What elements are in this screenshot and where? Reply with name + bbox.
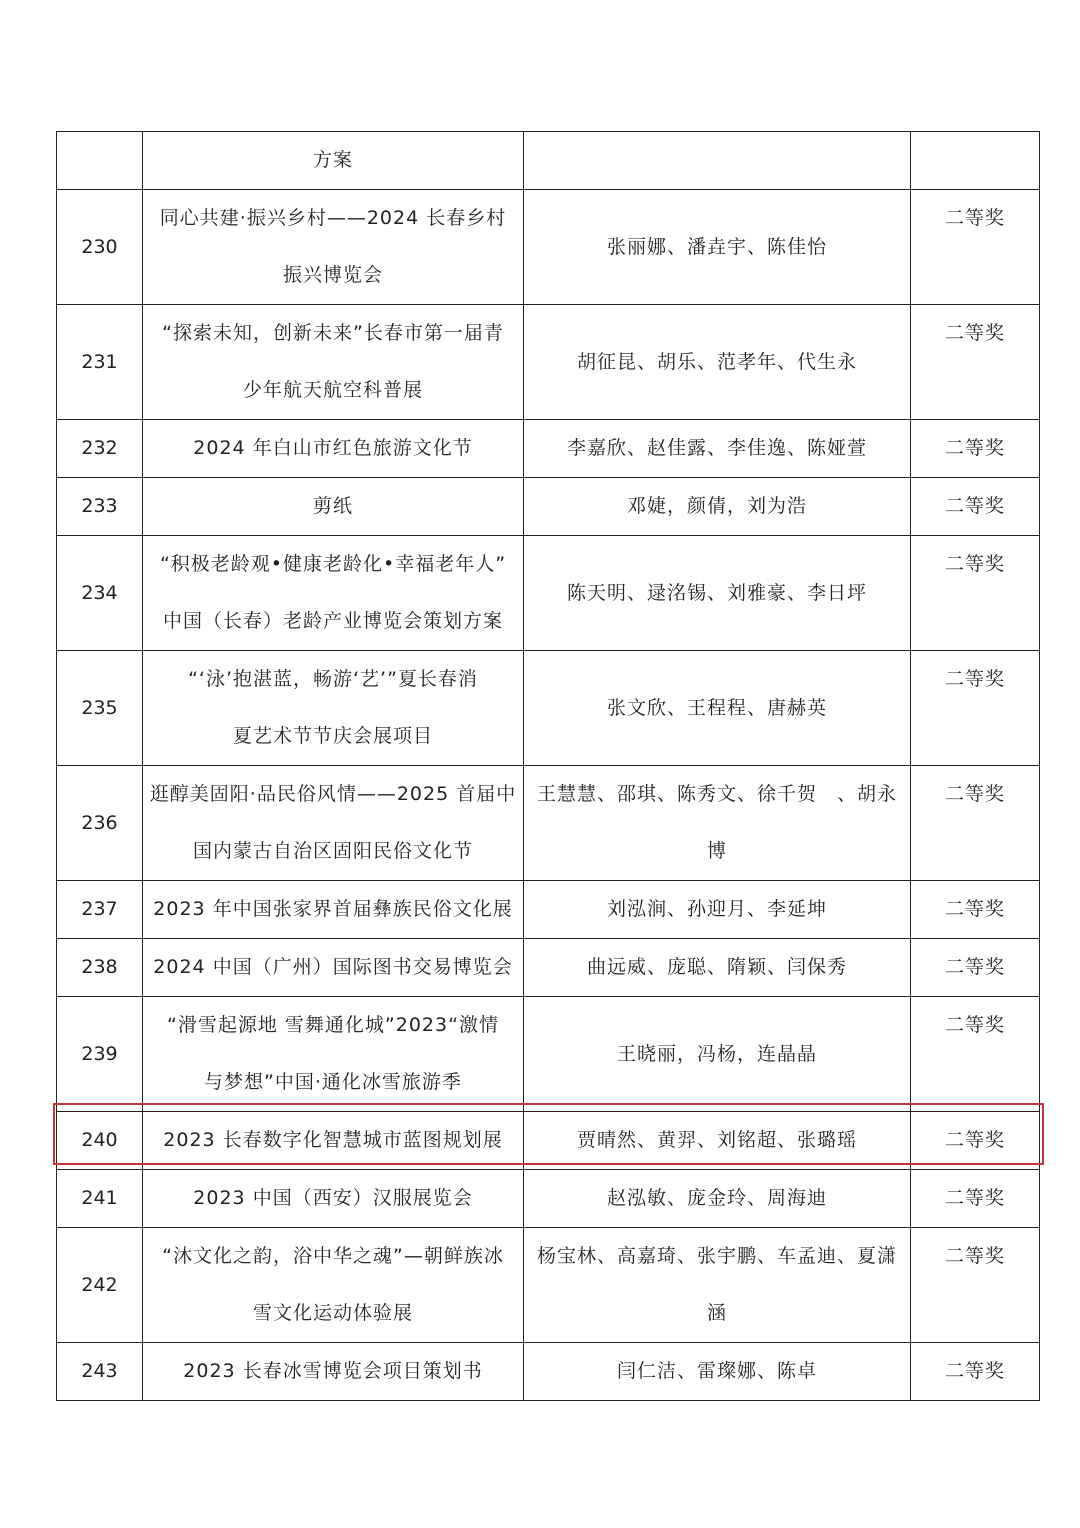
project-name <box>143 1112 524 1170</box>
project-name-line: 国内蒙古自治区固阳民俗文化节 <box>192 840 473 862</box>
project-name-line: 振兴博览会 <box>282 264 383 286</box>
row-number <box>57 132 143 190</box>
table-row <box>57 1112 1040 1170</box>
award-level <box>911 420 1040 478</box>
award-level <box>911 651 1040 766</box>
table-row <box>57 305 1040 420</box>
project-name <box>143 1228 524 1343</box>
team-members <box>524 1228 911 1343</box>
award-level-text: 二等奖 <box>944 553 1005 575</box>
project-name <box>143 939 524 997</box>
row-number: 233 <box>57 478 143 536</box>
project-name-line: 同心共建·振兴乡村——2024 长春乡村 <box>159 207 507 229</box>
award-level <box>911 1170 1040 1228</box>
award-level-text: 二等奖 <box>944 1187 1005 1209</box>
team-members-line: 博 <box>706 840 727 862</box>
project-name-line: 剪纸 <box>312 495 353 517</box>
team-members-line: 涵 <box>706 1302 727 1324</box>
team-members-line: 张文欣、王程程、唐赫英 <box>606 696 827 719</box>
award-level-text: 二等奖 <box>944 783 1005 805</box>
project-name-line: 2023 中国（西安）汉服展览会 <box>193 1187 473 1209</box>
project-name-line: 2024 年白山市红色旅游文化节 <box>193 437 473 459</box>
award-level <box>911 305 1040 420</box>
project-name <box>143 1343 524 1401</box>
row-number: 241 <box>57 1170 143 1228</box>
award-level <box>911 939 1040 997</box>
team-members <box>524 651 911 766</box>
row-number: 237 <box>57 881 143 939</box>
award-level-text: 二等奖 <box>944 322 1005 344</box>
award-level-text: 二等奖 <box>944 207 1005 229</box>
team-members-line: 贾晴然、黄羿、刘铭超、张璐瑶 <box>576 1129 857 1151</box>
team-members <box>524 1112 911 1170</box>
awards-table <box>56 131 1040 1401</box>
award-level-text: 二等奖 <box>944 1360 1005 1382</box>
row-number: 232 <box>57 420 143 478</box>
project-name-line: 雪文化运动体验展 <box>252 1302 413 1324</box>
table-row <box>57 1170 1040 1228</box>
team-members <box>524 766 911 881</box>
table-row <box>57 881 1040 939</box>
project-name <box>143 997 524 1112</box>
team-members <box>524 190 911 305</box>
award-level-text: 二等奖 <box>944 898 1005 920</box>
row-number: 235 <box>57 651 143 766</box>
team-members-line: 李嘉欣、赵佳露、李佳逸、陈娅萱 <box>566 437 867 459</box>
row-number: 230 <box>57 190 143 305</box>
award-level <box>911 1228 1040 1343</box>
team-members-line: 闫仁洁、雷璨娜、陈卓 <box>616 1360 817 1382</box>
project-name <box>143 420 524 478</box>
project-name-line: 与梦想”中国·通化冰雪旅游季 <box>204 1071 462 1093</box>
row-number: 236 <box>57 766 143 881</box>
award-level <box>911 766 1040 881</box>
project-name <box>143 478 524 536</box>
project-name-line: “探索未知，创新未来”长春市第一届青 <box>162 322 504 344</box>
award-level <box>911 997 1040 1112</box>
team-members <box>524 305 911 420</box>
row-number: 238 <box>57 939 143 997</box>
project-name <box>143 1170 524 1228</box>
award-level <box>911 190 1040 305</box>
table-row <box>57 1228 1040 1343</box>
team-members <box>524 1170 911 1228</box>
project-name-line: 2024 中国（广州）国际图书交易博览会 <box>153 956 513 978</box>
award-level-text: 二等奖 <box>944 1245 1005 1267</box>
row-number: 234 <box>57 536 143 651</box>
project-name: 方案 <box>143 132 524 190</box>
project-name-line: 逛醇美固阳·品民俗风情——2025 首届中 <box>149 783 517 805</box>
row-number: 240 <box>57 1112 143 1170</box>
award-level-text: 二等奖 <box>944 956 1005 978</box>
row-number: 239 <box>57 997 143 1112</box>
team-members <box>524 1343 911 1401</box>
award-level <box>911 536 1040 651</box>
project-name-line: 少年航天航空科普展 <box>242 379 423 401</box>
team-members-line: 王慧慧、邵琪、陈秀文、徐千贺 、胡永 <box>536 783 897 805</box>
table-row <box>57 478 1040 536</box>
team-members <box>524 478 911 536</box>
team-members <box>524 536 911 651</box>
award-level <box>911 881 1040 939</box>
project-name-line: “沐文化之韵，浴中华之魂”—朝鲜族冰 <box>162 1245 504 1267</box>
project-name <box>143 305 524 420</box>
team-members-line: 刘泓涧、孙迎月、李延坤 <box>606 898 827 920</box>
award-level-text: 二等奖 <box>944 1129 1005 1151</box>
team-members <box>524 420 911 478</box>
team-members-line: 邓婕，颜倩，刘为浩 <box>626 495 807 517</box>
team-members-line: 赵泓敏、庞金玲、周海迪 <box>606 1187 827 1209</box>
team-members <box>524 881 911 939</box>
award-level <box>911 1343 1040 1401</box>
project-name <box>143 536 524 651</box>
team-members-line: 陈天明、逯洺锡、刘雅豪、李日坪 <box>566 581 867 604</box>
team-members-line: 张丽娜、潘垚宇、陈佳怡 <box>606 235 827 258</box>
team-members <box>524 997 911 1112</box>
award-level-text: 二等奖 <box>944 1014 1005 1036</box>
table-row <box>57 939 1040 997</box>
team-members-line: 胡征昆、胡乐、范孝年、代生永 <box>576 350 857 373</box>
table-row <box>57 190 1040 305</box>
team-members-line: 曲远威、庞聪、隋颖、闫保秀 <box>586 956 847 978</box>
team-members-line: 杨宝林、高嘉琦、张宇鹏、车孟迪、夏潇 <box>536 1245 897 1267</box>
project-name <box>143 766 524 881</box>
project-name-line: “‘泳’抱湛蓝，畅游‘艺’”夏长春消 <box>188 668 478 690</box>
table-row <box>57 997 1040 1112</box>
project-name <box>143 881 524 939</box>
table-row <box>57 766 1040 881</box>
team-members <box>524 132 911 190</box>
project-name-line: “滑雪起源地 雪舞通化城”2023“激情 <box>167 1014 499 1036</box>
team-members-line: 王晓丽，冯杨，连晶晶 <box>616 1042 817 1065</box>
award-level-text: 二等奖 <box>944 495 1005 517</box>
table-row <box>57 536 1040 651</box>
table-row <box>57 651 1040 766</box>
row-number: 231 <box>57 305 143 420</box>
award-level <box>911 1112 1040 1170</box>
award-level <box>911 478 1040 536</box>
table-row <box>57 420 1040 478</box>
row-number: 242 <box>57 1228 143 1343</box>
project-name-line: 夏艺术节节庆会展项目 <box>232 725 433 747</box>
team-members <box>524 939 911 997</box>
project-name-line: 2023 年中国张家界首届彝族民俗文化展 <box>153 898 513 920</box>
award-level <box>911 132 1040 190</box>
project-name-line: 2023 长春冰雪博览会项目策划书 <box>183 1360 483 1382</box>
project-name <box>143 190 524 305</box>
row-number: 243 <box>57 1343 143 1401</box>
table-row-continued <box>57 132 1040 190</box>
table-row <box>57 1343 1040 1401</box>
award-level-text: 二等奖 <box>944 437 1005 459</box>
project-name-line: 中国（长春）老龄产业博览会策划方案 <box>162 610 503 632</box>
project-name-line: 2023 长春数字化智慧城市蓝图规划展 <box>163 1129 503 1151</box>
project-name <box>143 651 524 766</box>
project-name-line: “积极老龄观•健康老龄化•幸福老年人” <box>159 553 507 575</box>
award-level-text: 二等奖 <box>944 668 1005 690</box>
